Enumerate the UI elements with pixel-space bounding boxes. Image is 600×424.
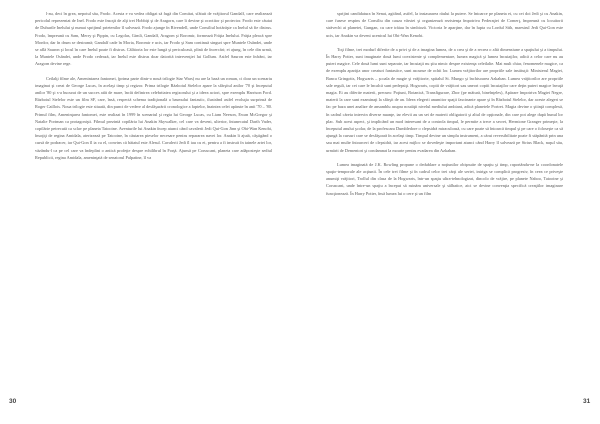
right-page — [300, 0, 600, 424]
paragraph: Toţi filme, trei modurl diferite de a privi şi de a imagina lumea, de a crea şi de a recrea o altă dimensiune a spaţiului şi a timpului. În Harry Potter, sunt imaginate două lumi coexistente şi complementare, lumea magică şi lumea încuiaţilor, adică a celor care nu au puteri magice. Cele două lumi sunt separate, iar încuiaţii nu ştiu nimic despre existenţa celeilalte. Mai mult chiar, fenomenele magice, ca de exemplu apariţia unor creaturi fantastice, sunt ascunse de ochii lor. Lumea vrăjitorilor are propriile sale instituţii: Ministerul Magiei, Banca Gringotts, Hogwarts – şcoala de magie şi vrăjitorie, spitalul St. Mungo şi închisoarea Azkaban. Lumea vrăjitorilor are propriile sale reguli, iar cei care le încalcă sunt pedepsiţi. Hogwarts, copiii de vrăjitori sau uneori copiii încuiaţilor care deţin puteri magice învaţă magia. Ei au diferite materii, precum: Poţiuni, Botanică, Transfigurare, Zbor (pe mătură, bineînţeles), Apărare împotriva Magiei Negre, materii la care sunt examinaţi la sfârşit de an. Ideea elegerii anumitor spaţii fascinante apare şi în Războiul Stelelor, dar aceste alegeri se fac pe baza unei analize de ansamblu asupra noutăţii nivelul mediului ambiant, adică planetele Portret. Magia devine o ştiinţă complexă, în cadrul căreia intervin diverse nuanţe, iar elevii au un set de materii obligatorii şi altul de opţionale, din care pot alege după bunul lor plac. Sub acest aspect, şi implicând un mod interesant de a controla timpul, le permite a trece a secret, Hermione Granger primeşte, la începutul anului şcolar, de la profesoara Dumbledore o clepsidră miraculoasă, cu care poate să întoarcă timpul şi pe care o foloseşte ca să ajungă la cursuri care se desfăşoară în acelaşi timp. Timpul devine un simplu instrument, a cărui reversibilitate poate fi stăpânită prin una sau mai multe întoarceri de clepsidră, iar acest mijloc se dovedeşte important atunci când Harry îl salvează pe Sirius Black, naşul său, urmărit de Dementori şi condamnat la moarte pentru evadarea din Azkaban. — [326, 46, 563, 153]
paragraph: l-au, deci în grea, nepotul său, Frodo. Acesta e va vedea obligat să fugă din Comitat, sfătuit de vrăjitorul Gandalf, care realizează pericolul reprezentat de Inel. Frodo este însoţit de alţi trei Hobbiţi şi de Aragorn, care îi devine şi ocrotitor şi protector. Frodo este căutat de Duhurile Inelului şi numai sprijinul prietenilor îl salvează. Frodo ajunge în Rivendell, unde Consiliul hotărăşte ca Inelul să fie distrus. Frodo, împreună cu Sam, Merry şi Pippin, cu Legolas, Gimli, Gandalf, Aragorn şi Boromir, formează Frăţia Inelului. Frăţia pleacă spre Mordor, dar în drum se destramă; Gandalf cade în Moria, Boromir e ucis, iar Frodo şi Sam continuă singuri spre Muntele Osândei, unde se află Sauron şi locul în care Inelul poate fi distrus. Călătoria lor este lungă şi periculoasă, plină de încercări; ei ajung, în cele din urmă, la Muntele Osândei, unde Frodo cedează, iar Inelul este distrus doar datorită intervenţiei lui Gollum. Astfel Sauron este înfrânt, iar Aragorn devine rege. — [35, 11, 272, 67]
page-number: 30 — [9, 398, 17, 405]
paragraph: sprijini candidatura în Senat, agitând, astfel, la instaurarea răului la putere. Se întoarce pe planeta ei, cu cei doi Jedi şi cu Anakin, care fusese respins de Consiliu din cauza vârstei şi organizează rezistenţa împotriva Federaţiei de Comerţ, împreună cu locuitorii străvechi ai planetei, Gungan, cu care trăiau în simbioză. Victoria le aparţine, dar în lupta cu Lordul Sith, maestrul Jedi Qui-Gon este ucis, iar Anakin va deveni ucenicul lui Obi-Wan Kenobi. — [326, 11, 563, 38]
left-text-column — [35, 10, 272, 161]
right-text-column — [326, 10, 563, 197]
page-number: 31 — [583, 398, 591, 405]
paragraph: Lumea imaginată de J.K. Rowling propune o dedublare a noţiunilor obişnuite de spaţiu şi timp, raportându-ne la coordonatele spaţio-temporale ale acţiunii. În cele trei filme şi în cadrul celor trei cărţi ale seriei, intriga se complică progresiv, în ceea ce priveşte anumiţi vrăjitori, Trollul din clasa de la Hogwarts, într-un spaţiu ultra-tehnologizat, dincolo de vrăjire, pe planete Naboo, Tatooine şi Coruscant, unde între-un spaţiu a început să ruinăm universale şi sălbatice, aici se devine convenţia specifică creaţiilor imaginare funcţionează. În Harry Potter, însă lumea lui o cere şi un film — [326, 161, 563, 196]
paragraph: Ceilalţi filme ale, Amenintarea fantomei, (prima parte dintr-o nouă trilogie Star Wars) nu are la bază un roman, ci doar un scenariu imaginat şi creat de George Lucas, în acelaşi timp şi regizor. Prima trilogie Războiul Stelelor apare la sfârşitul anilor '70 şi începutul anilor '80 şi s-a bucurat de un succes atât de mare, încât definirea celebritatea regizorului şi a ideea actori, spre exemplu Harrison Ford. Războiul Stelelor este un film SF, care, însă, respectă schema tradiţională a basmului fantastic, ilustrând astfel evoluţia surprinsă de Roger Caillois. Noua trilogie este situată, din punct de vedere al desfăşurării cronologice a faptelor, înaintea celei apărute în anii '70 – '80. Primul film, Ameninţarea fantomei, este realizat în 1999 în scenariul şi regia lui George Lucas, cu Liam Neeson, Ewan McGregor şi Natalie Portman ca protagonişti. Filmul prezintă copilăria lui Anakin Skywalker, cel care va deveni, ulterior, întunecatul Darth Vader, copilărie petrecută ca sclav pe planeta Tatooine. Aventurile lui Anakin încep atunci când cavalerii Jedi Qui-Gon Jinn şi Obi-Wan Kenobi, însoţiţi de regina Amidala, aterizează pe Tatooine, în căutarea pieselor necesare pentru repararea navei lor. Anakin îi ajută, câştigând o cursă de podracer, iar Qui-Gon îl ia cu el, convins că băiatul este Alesul. Cavalerii Jedi îl iau cu ei, pentru a fi instruit în tainele artei lor, văzându-l ca pe cel care va îndeplini o antică profeţie despre echilibrul în Forţă. Ajunsă pe Coruscant, planeta care adăposteşte sediul Republicii, regina Amidala, ameninţată de senatorul Palpatine, îl va — [35, 75, 272, 160]
